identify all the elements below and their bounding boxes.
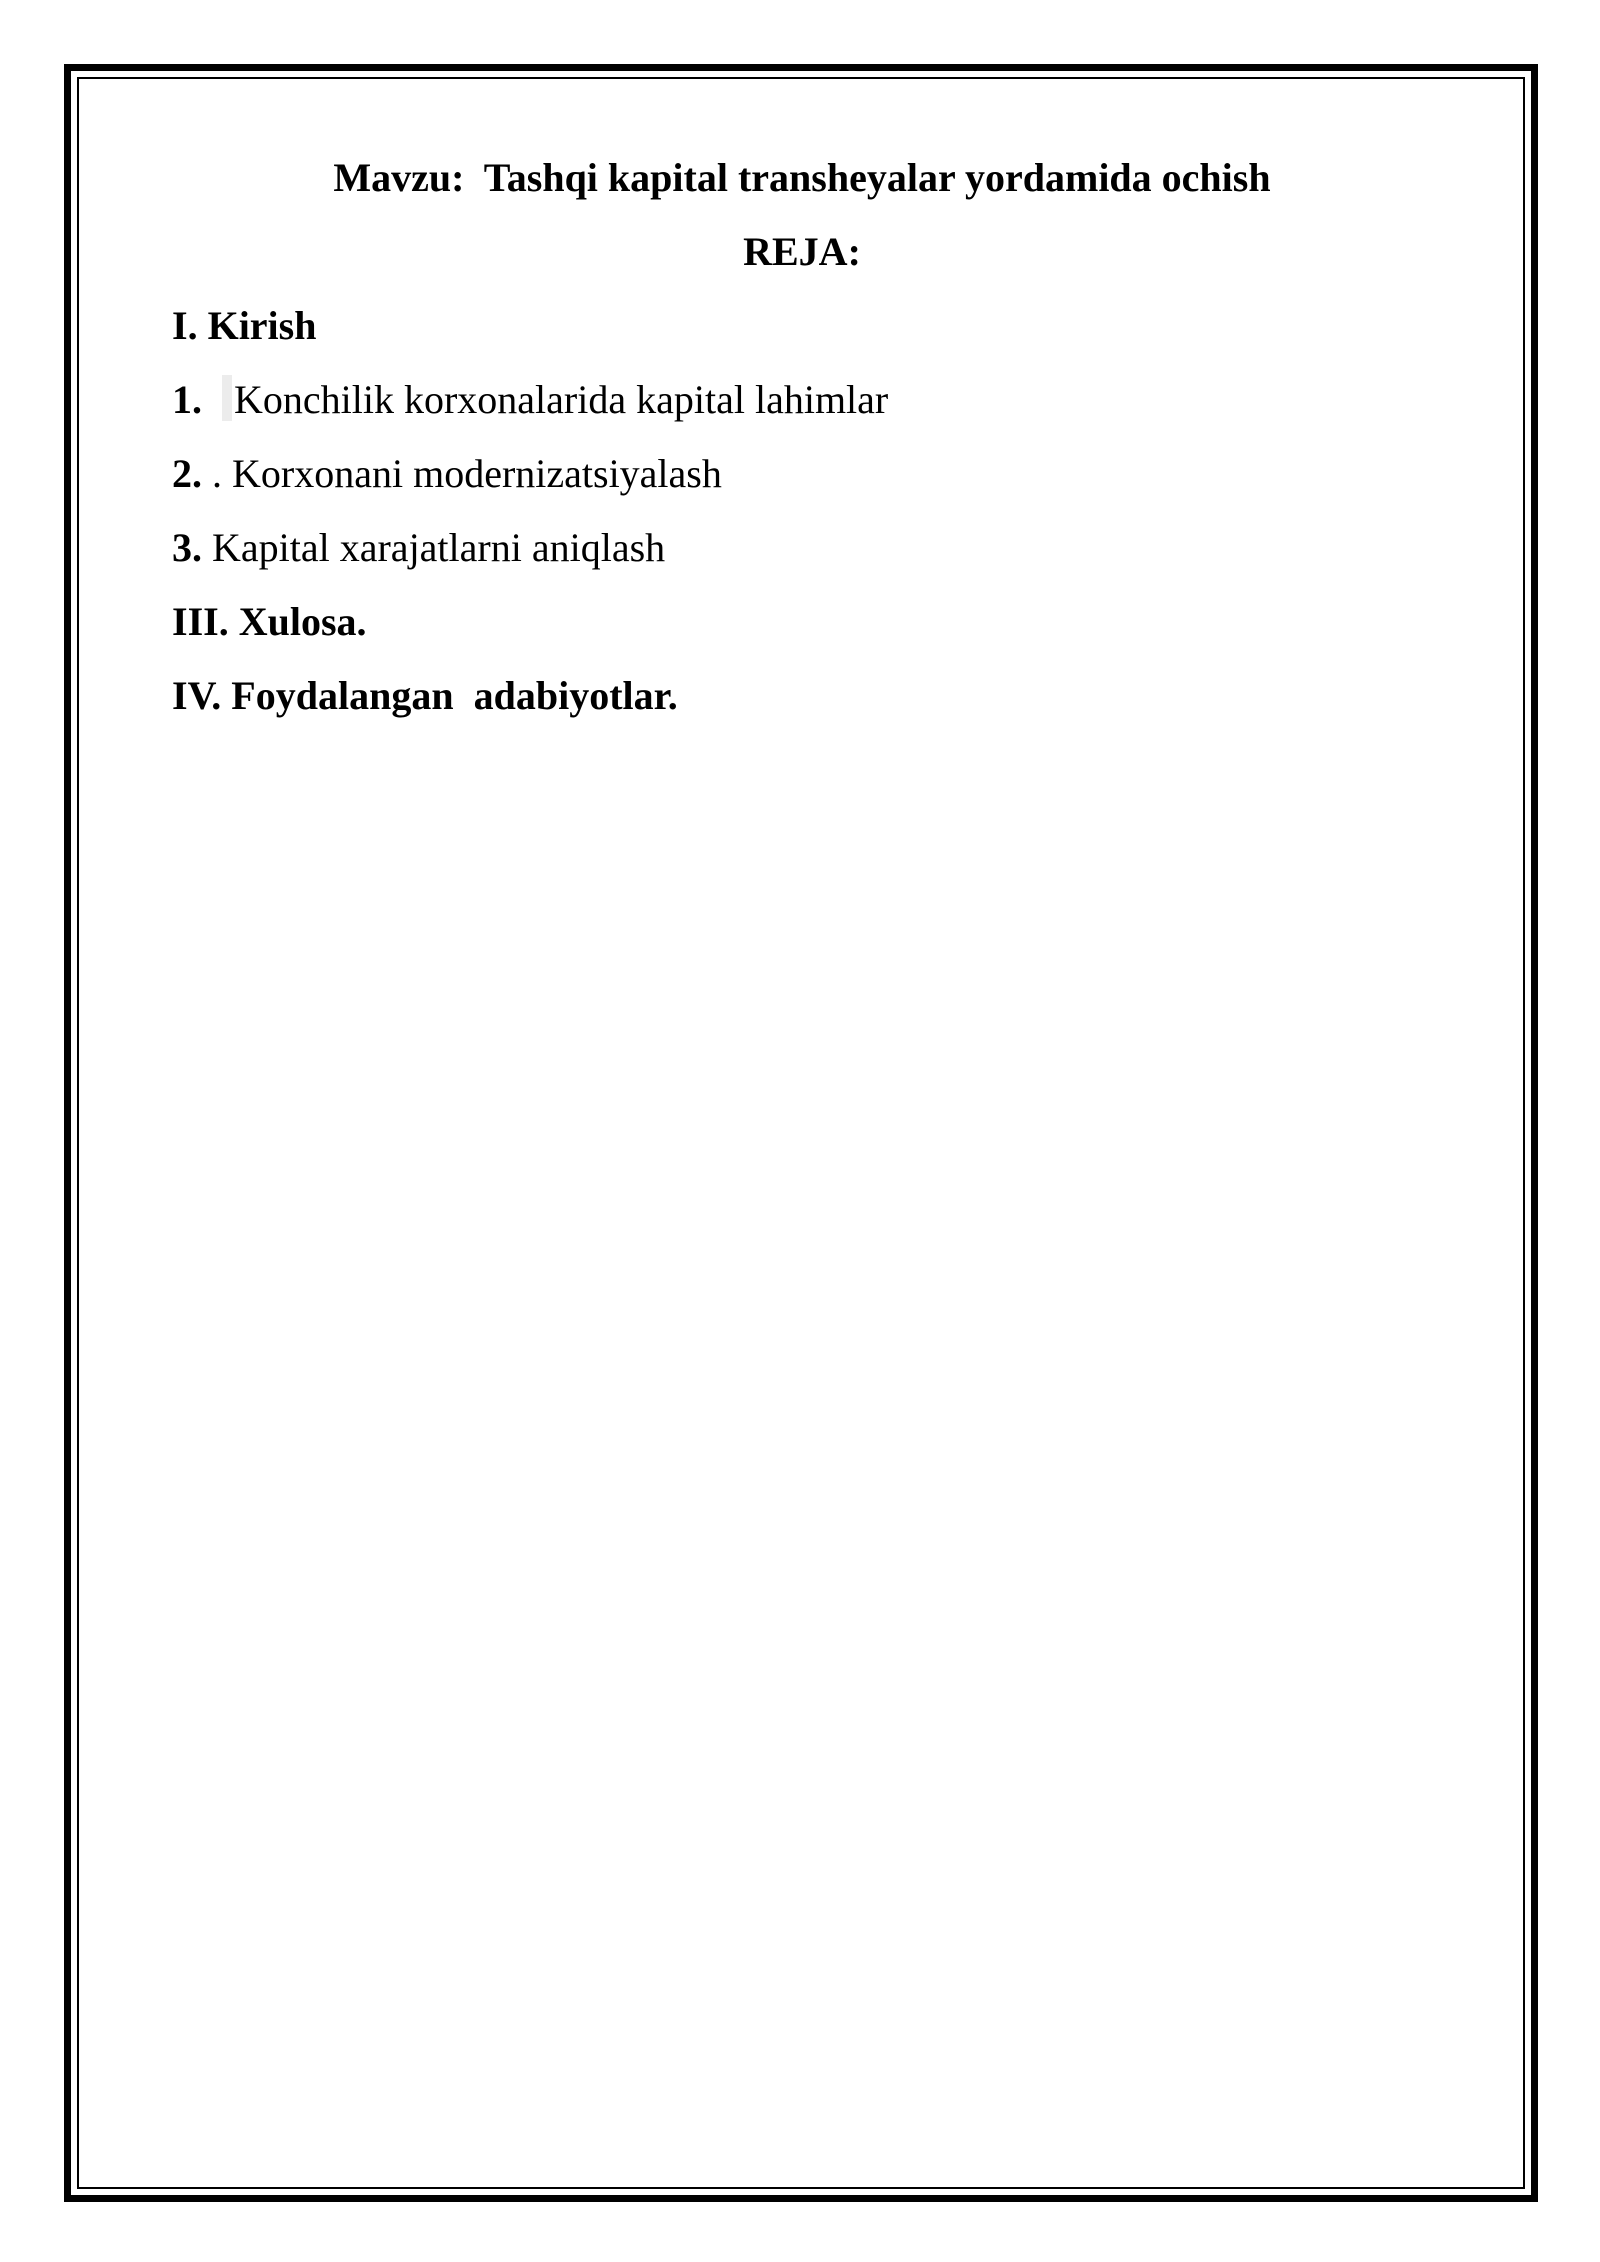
plan-item-introduction [172,298,1432,354]
plan-item-text: Xulosa. [228,599,367,644]
plan-item-number: 3. [172,525,202,570]
document-body [172,150,1432,742]
plan-item-number: 1. [172,377,202,422]
plan-heading: REJA: [743,229,861,274]
plan-item-number: 2. [172,451,202,496]
plan-item-number: I. [172,303,198,348]
plan-item-text: Kirish [197,303,317,348]
plan-item-conclusion [172,594,1432,650]
plan-item-text: Foydalangan adabiyotlar. [221,673,678,718]
plan-item-number: III. [172,599,229,644]
plan-item-text: Konchilik korxonalarida kapital lahimlar [234,377,889,422]
document-title: Mavzu: Tashqi kapital transheyalar yordamida ochish [333,155,1271,200]
text-cursor-highlight [222,375,232,421]
plan-list [172,298,1432,724]
plan-item-references [172,668,1432,724]
plan-item-number: IV. [172,673,222,718]
plan-item-2 [172,446,1432,502]
plan-item-1 [172,372,1432,428]
plan-item-3 [172,520,1432,576]
plan-item-text: . Korxonani modernizatsiyalash [202,451,722,496]
plan-item-text: Kapital xarajatlarni aniqlash [202,525,666,570]
